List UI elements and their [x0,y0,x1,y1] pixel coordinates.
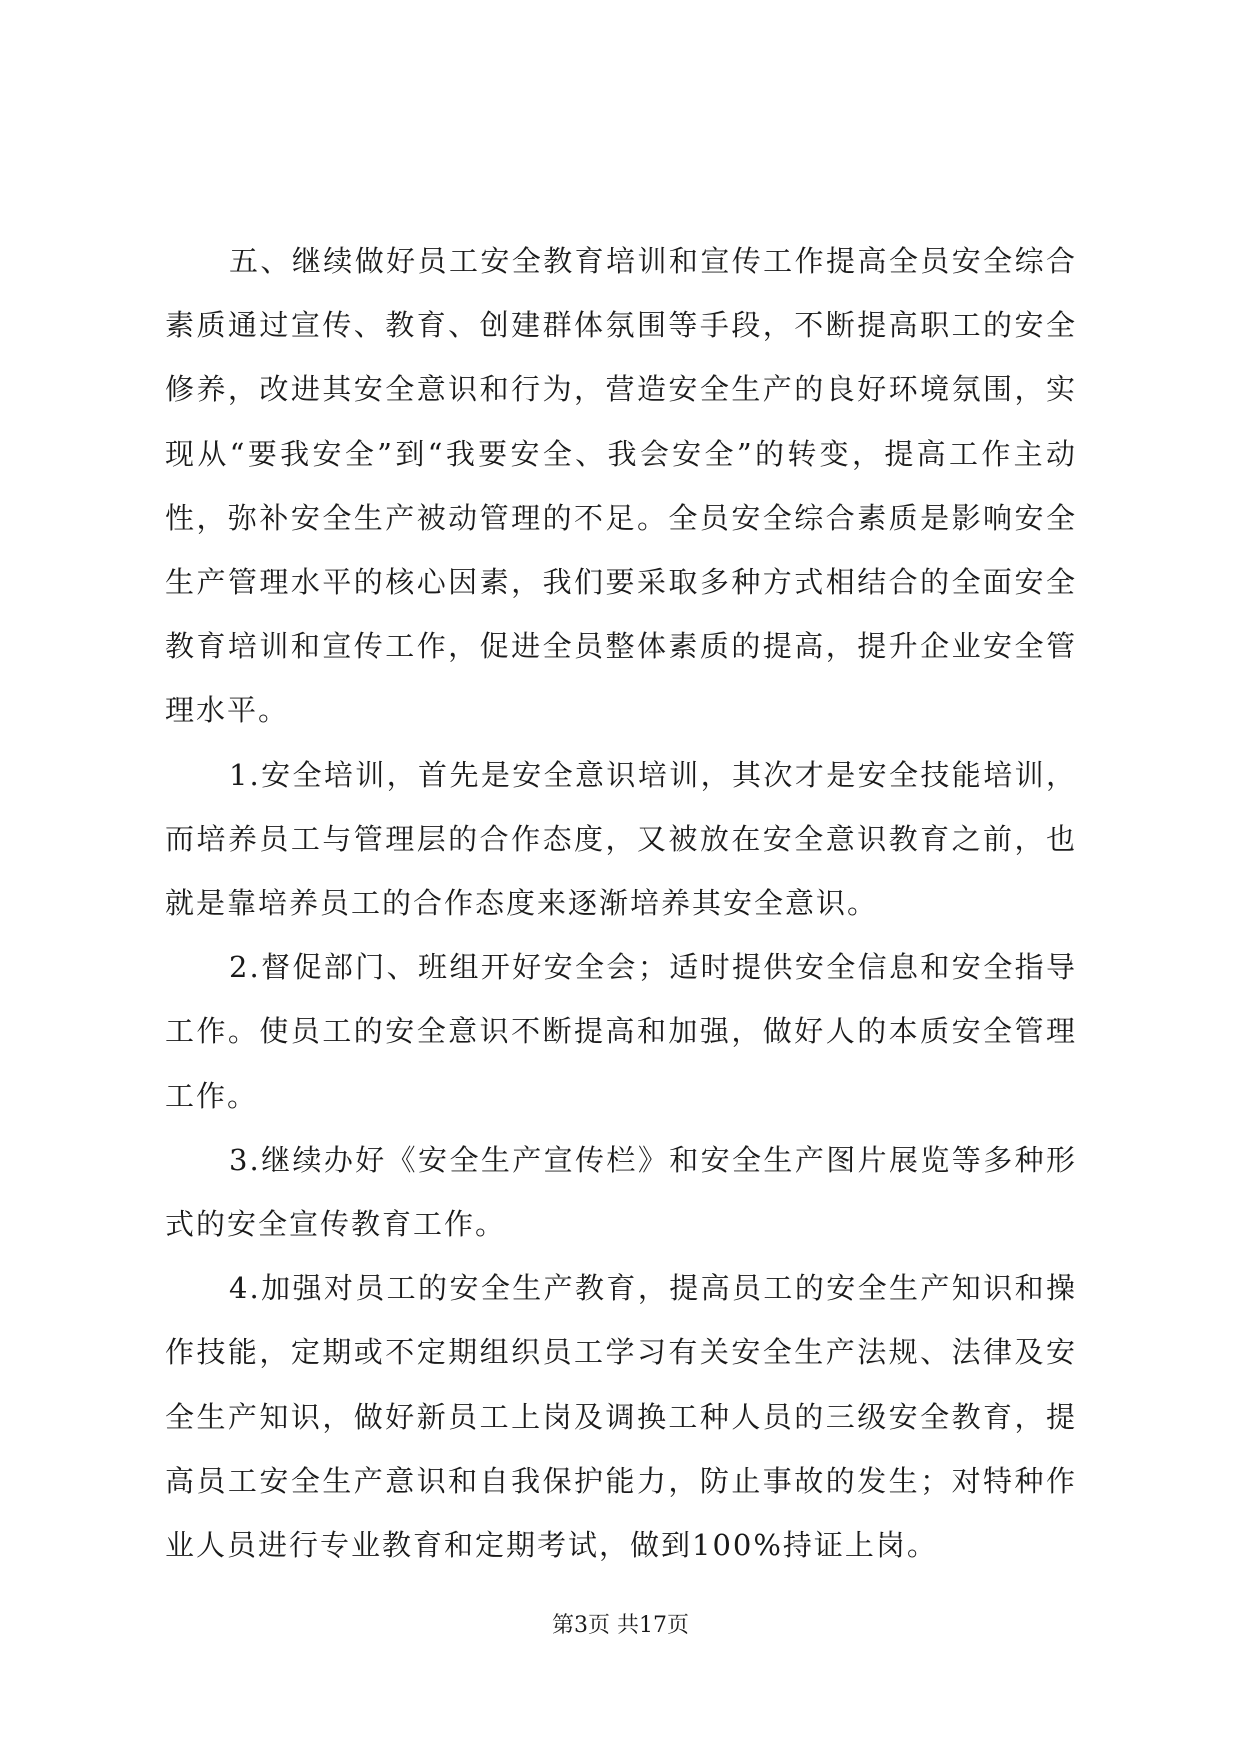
paragraph-item-2: 2.督促部门、班组开好安全会；适时提供安全信息和安全指导工作。使员工的安全意识不断提高和加强，做好人的本质安全管理工作。 [165,950,1077,1113]
page-number-footer: 第3页 共17页 [552,1613,689,1638]
paragraph-item-1: 1.安全培训，首先是安全意识培训，其次才是安全技能培训，而培养员工与管理层的合作态度，又被放在安全意识教育之前，也就是靠培养员工的合作态度来逐渐培养其安全意识。 [165,757,1077,921]
paragraph-section-five: 五、继续做好员工安全教育培训和宣传工作提高全员安全综合素质通过宣传、教育、创建群体氛围等手段，不断提高职工的安全修养，改进其安全意识和行为，营造安全生产的良好环境氛围，实现从“要我安全”到“我要安全、我会安全”的转变，提高工作主动性，弥补安全生产被动管理的不足。全员安全综合素质是影响安全生产管理水平的核心因素，我们要采取多种方式相结合的全面安全教育培训和宣传工作，促进全员整体素质的提高，提升企业安全管理水平。 [165,244,1077,728]
document-body [165,229,1077,1577]
paragraph-item-3: 3.继续办好《安全生产宣传栏》和安全生产图片展览等多种形式的安全宣传教育工作。 [165,1142,1077,1242]
paragraph-item-4: 4.加强对员工的安全生产教育，提高员工的安全生产知识和操作技能，定期或不定期组织员工学习有关安全生产法规、法律及安全生产知识，做好新员工上岗及调换工种人员的三级安全教育，提高员工安全生产意识和自我保护能力，防止事故的发生；对特种作业人员进行专业教育和定期考试，做到100%持证上岗。 [165,1271,1077,1563]
